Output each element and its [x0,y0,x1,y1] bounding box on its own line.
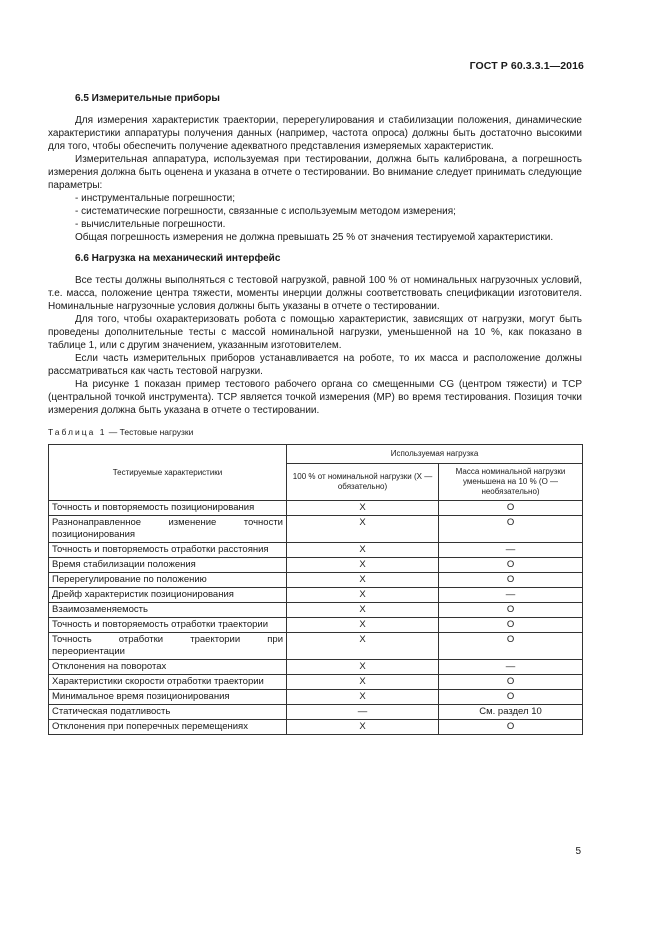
row-mandatory-mark: X [287,501,439,516]
row-mandatory-mark: X [287,690,439,705]
row-mandatory-mark: X [287,573,439,588]
row-optional-mark: O [439,603,583,618]
row-mandatory-mark: X [287,558,439,573]
row-characteristic: Время стабилизации положения [49,558,287,573]
list-item: - инструментальные погрешности; [75,193,236,204]
table-row [49,501,583,516]
page-number: 5 [575,846,581,857]
row-characteristic: Отклонения на поворотах [49,660,287,675]
row-mandatory-mark: X [287,660,439,675]
row-mandatory-mark: X [287,675,439,690]
row-mandatory-mark: X [287,603,439,618]
document-body [48,92,582,735]
table-row [49,705,583,720]
list-item: - вычислительные погрешности. [75,219,226,230]
row-optional-mark: O [439,516,583,543]
row-characteristic: Минимальное время позиционирования [49,690,287,705]
list-item: - систематические погрешности, связанные с используемым методом измерения; [75,206,456,217]
table-row [49,603,583,618]
row-optional-mark: O [439,573,583,588]
row-characteristic: Дрейф характеристик позиционирования [49,588,287,603]
row-optional-mark: O [439,633,583,660]
header-mandatory-load: 100 % от номинальной нагрузки (X — обязательно) [287,464,439,501]
row-optional-mark: O [439,675,583,690]
row-optional-mark: — [439,660,583,675]
table-row [49,558,583,573]
row-optional-mark: O [439,501,583,516]
row-characteristic: Взаимозаменяемость [49,603,287,618]
section-6-6-paragraph-4: На рисунке 1 показан пример тестового рабочего органа со смещенными CG (центром тяжести) и TCP (центральной точкой инструмента). TCP является точкой измерения (MP) во время тестирования. Позиция точки измерения должна быть указана в отчете о тестировании. [48,379,582,416]
test-loads-table [48,444,583,735]
table-row [49,675,583,690]
table-row [49,588,583,603]
row-optional-mark: O [439,558,583,573]
row-optional-mark: O [439,618,583,633]
row-mandatory-mark: X [287,720,439,735]
table-caption-label: Таблица 1 [48,427,107,437]
row-optional-mark: — [439,543,583,558]
row-optional-mark: O [439,720,583,735]
section-6-6-title: 6.6 Нагрузка на механический интерфейс [75,253,281,264]
section-6-5-title: 6.5 Измерительные приборы [75,93,220,104]
row-mandatory-mark: X [287,588,439,603]
table-row [49,543,583,558]
header-reduced-load: Масса номинальной нагрузки уменьшена на 10 % (O — необязательно) [439,464,583,501]
row-characteristic: Точность и повторяемость отработки траектории [49,618,287,633]
row-characteristic: Точность и повторяемость отработки расстояния [49,543,287,558]
table-caption [48,427,582,438]
section-6-6-paragraph-3: Если часть измерительных приборов устанавливается на роботе, то их масса и расположение должны рассматриваться как часть тестовой нагрузки. [48,353,582,377]
section-6-6-paragraph-1: Все тесты должны выполняться с тестовой нагрузкой, равной 100 % от номинальных нагрузочных условий, т.е. масса, положение центра тяжести, моменты инерции должны соответствовать спецификации изготовителя. Номинальные нагрузочные условия должны быть указаны в отчете о тестировании. [48,275,582,312]
section-6-5-paragraph-3: Общая погрешность измерения не должна превышать 25 % от значения тестируемой характеристики. [75,232,554,243]
row-characteristic: Отклонения при поперечных перемещениях [49,720,287,735]
table-row [49,660,583,675]
row-mandatory-mark: — [287,705,439,720]
header-characteristics: Тестируемые характеристики [49,445,287,501]
table-row [49,690,583,705]
table-row [49,573,583,588]
section-6-5-paragraph-2: Измерительная аппаратура, используемая при тестировании, должна быть калибрована, а погрешность измерения должна быть оценена и указана в отчете о тестировании. Во внимание следует принимать следующие параметры: [48,154,582,191]
table-row [49,720,583,735]
row-optional-mark: O [439,690,583,705]
row-characteristic: Точность отработки траектории при переориентации [49,633,287,660]
row-characteristic: Характеристики скорости отработки траектории [49,675,287,690]
section-6-6-paragraph-2: Для того, чтобы охарактеризовать робота с помощью характеристик, зависящих от нагрузки, могут быть проведены дополнительные тесты с массой номинальной нагрузки, уменьшенной на 10 %, как показано в таблице 1, или с другим значением, указанным изготовителем. [48,314,582,351]
row-mandatory-mark: X [287,543,439,558]
table-row [49,516,583,543]
row-characteristic: Разнонаправленное изменение точности позиционирования [49,516,287,543]
row-optional-mark: См. раздел 10 [439,705,583,720]
standard-header: ГОСТ Р 60.3.3.1—2016 [469,60,584,72]
row-mandatory-mark: X [287,618,439,633]
row-characteristic: Статическая податливость [49,705,287,720]
table-caption-text: — Тестовые нагрузки [106,427,194,437]
table-row [49,618,583,633]
section-6-5-paragraph-1: Для измерения характеристик траектории, перерегулирования и стабилизации положения, динамические характеристики аппаратуры получения данных (например, частота опроса) должны быть достаточно высокими для того, чтобы обеспечить получение адекватного представления измеряемых характеристик. [48,115,582,152]
row-mandatory-mark: X [287,516,439,543]
row-characteristic: Перерегулирование по положению [49,573,287,588]
header-load: Используемая нагрузка [287,445,583,464]
table-row [49,633,583,660]
row-optional-mark: — [439,588,583,603]
row-characteristic: Точность и повторяемость позиционирования [49,501,287,516]
row-mandatory-mark: X [287,633,439,660]
